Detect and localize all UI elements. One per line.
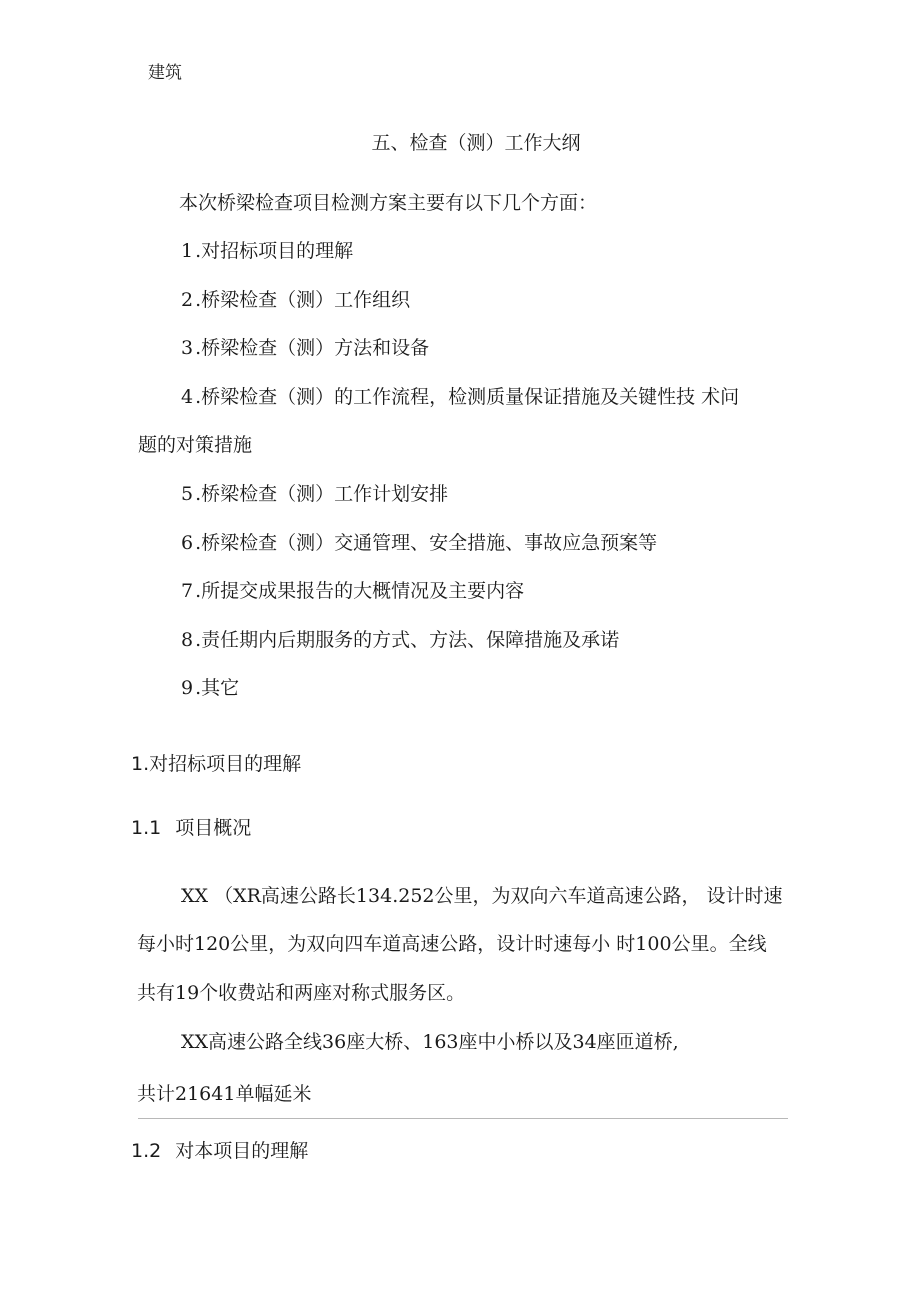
heading-text: 项目概况 [175,817,252,839]
outline-item-text: .其它 [195,677,240,699]
outline-item-number: 6 [181,532,194,554]
outline-item-text: .桥梁检查（测）交通管理、安全措施、事故应急预案等 [195,532,658,554]
outline-item-number: 4 [181,386,194,408]
outline-item-text: .桥梁检查（测）工作计划安排 [195,483,449,505]
project-overview-line-1: XX （XR高速公路长134.252公里，为双向六车道高速公路， 设计时速 [181,885,783,907]
outline-item-number: 5 [181,483,194,505]
heading-1-2 [131,1138,308,1164]
outline-item-1 [181,238,353,264]
divider-rule [138,1118,788,1119]
outline-item-7 [181,578,524,604]
outline-item-text: .责任期内后期服务的方式、方法、保障措施及承诺 [195,629,620,651]
outline-item-text: .桥梁检查（测）方法和设备 [195,337,430,359]
outline-item-number: 9 [181,677,194,699]
outline-item-number: 2 [181,289,194,311]
header-label: 建筑 [148,63,182,83]
outline-item-text: .所提交成果报告的大概情况及主要内容 [195,580,525,602]
outline-item-5 [181,481,448,507]
section-title: 五、检查（测）工作大纲 [371,132,581,154]
outline-item-number: 3 [181,337,194,359]
heading-text: 对本项目的理解 [175,1140,309,1162]
outline-item-6 [181,530,657,556]
outline-item-number: 8 [181,629,194,651]
outline-item-3 [181,335,429,361]
outline-item-text: .桥梁检查（测）工作组织 [195,289,411,311]
heading-1: 1.对招标项目的理解 [131,753,302,775]
project-overview-line-3: 共有19个收费站和两座对称式服务区。 [137,982,466,1004]
bridge-count-line-2: 共计21641单幅延米 [137,1083,312,1105]
outline-item-4 [181,384,739,410]
outline-item-number: 7 [181,580,194,602]
outline-item-number: 1 [181,240,194,262]
outline-item-8 [181,627,619,653]
outline-item-2 [181,287,410,313]
intro-paragraph: 本次桥梁检查项目检测方案主要有以下几个方面： [179,192,598,214]
heading-number: 1.1 [131,817,162,839]
bridge-count-line-1: XX高速公路全线36座大桥、163座中小桥以及34座匝道桥, [181,1031,679,1053]
heading-number: 1.2 [131,1140,162,1162]
outline-item-text: .对招标项目的理解 [195,240,354,262]
outline-item-9 [181,675,239,701]
outline-item-4-continuation: 题的对策措施 [138,434,253,456]
project-overview-line-2: 每小时120公里，为双向四车道高速公路，设计时速每小 时100公里。全线 [137,933,767,955]
heading-1-1 [131,815,251,841]
outline-item-text: .桥梁检查（测）的工作流程，检测质量保证措施及关键性技 术问 [195,386,740,408]
